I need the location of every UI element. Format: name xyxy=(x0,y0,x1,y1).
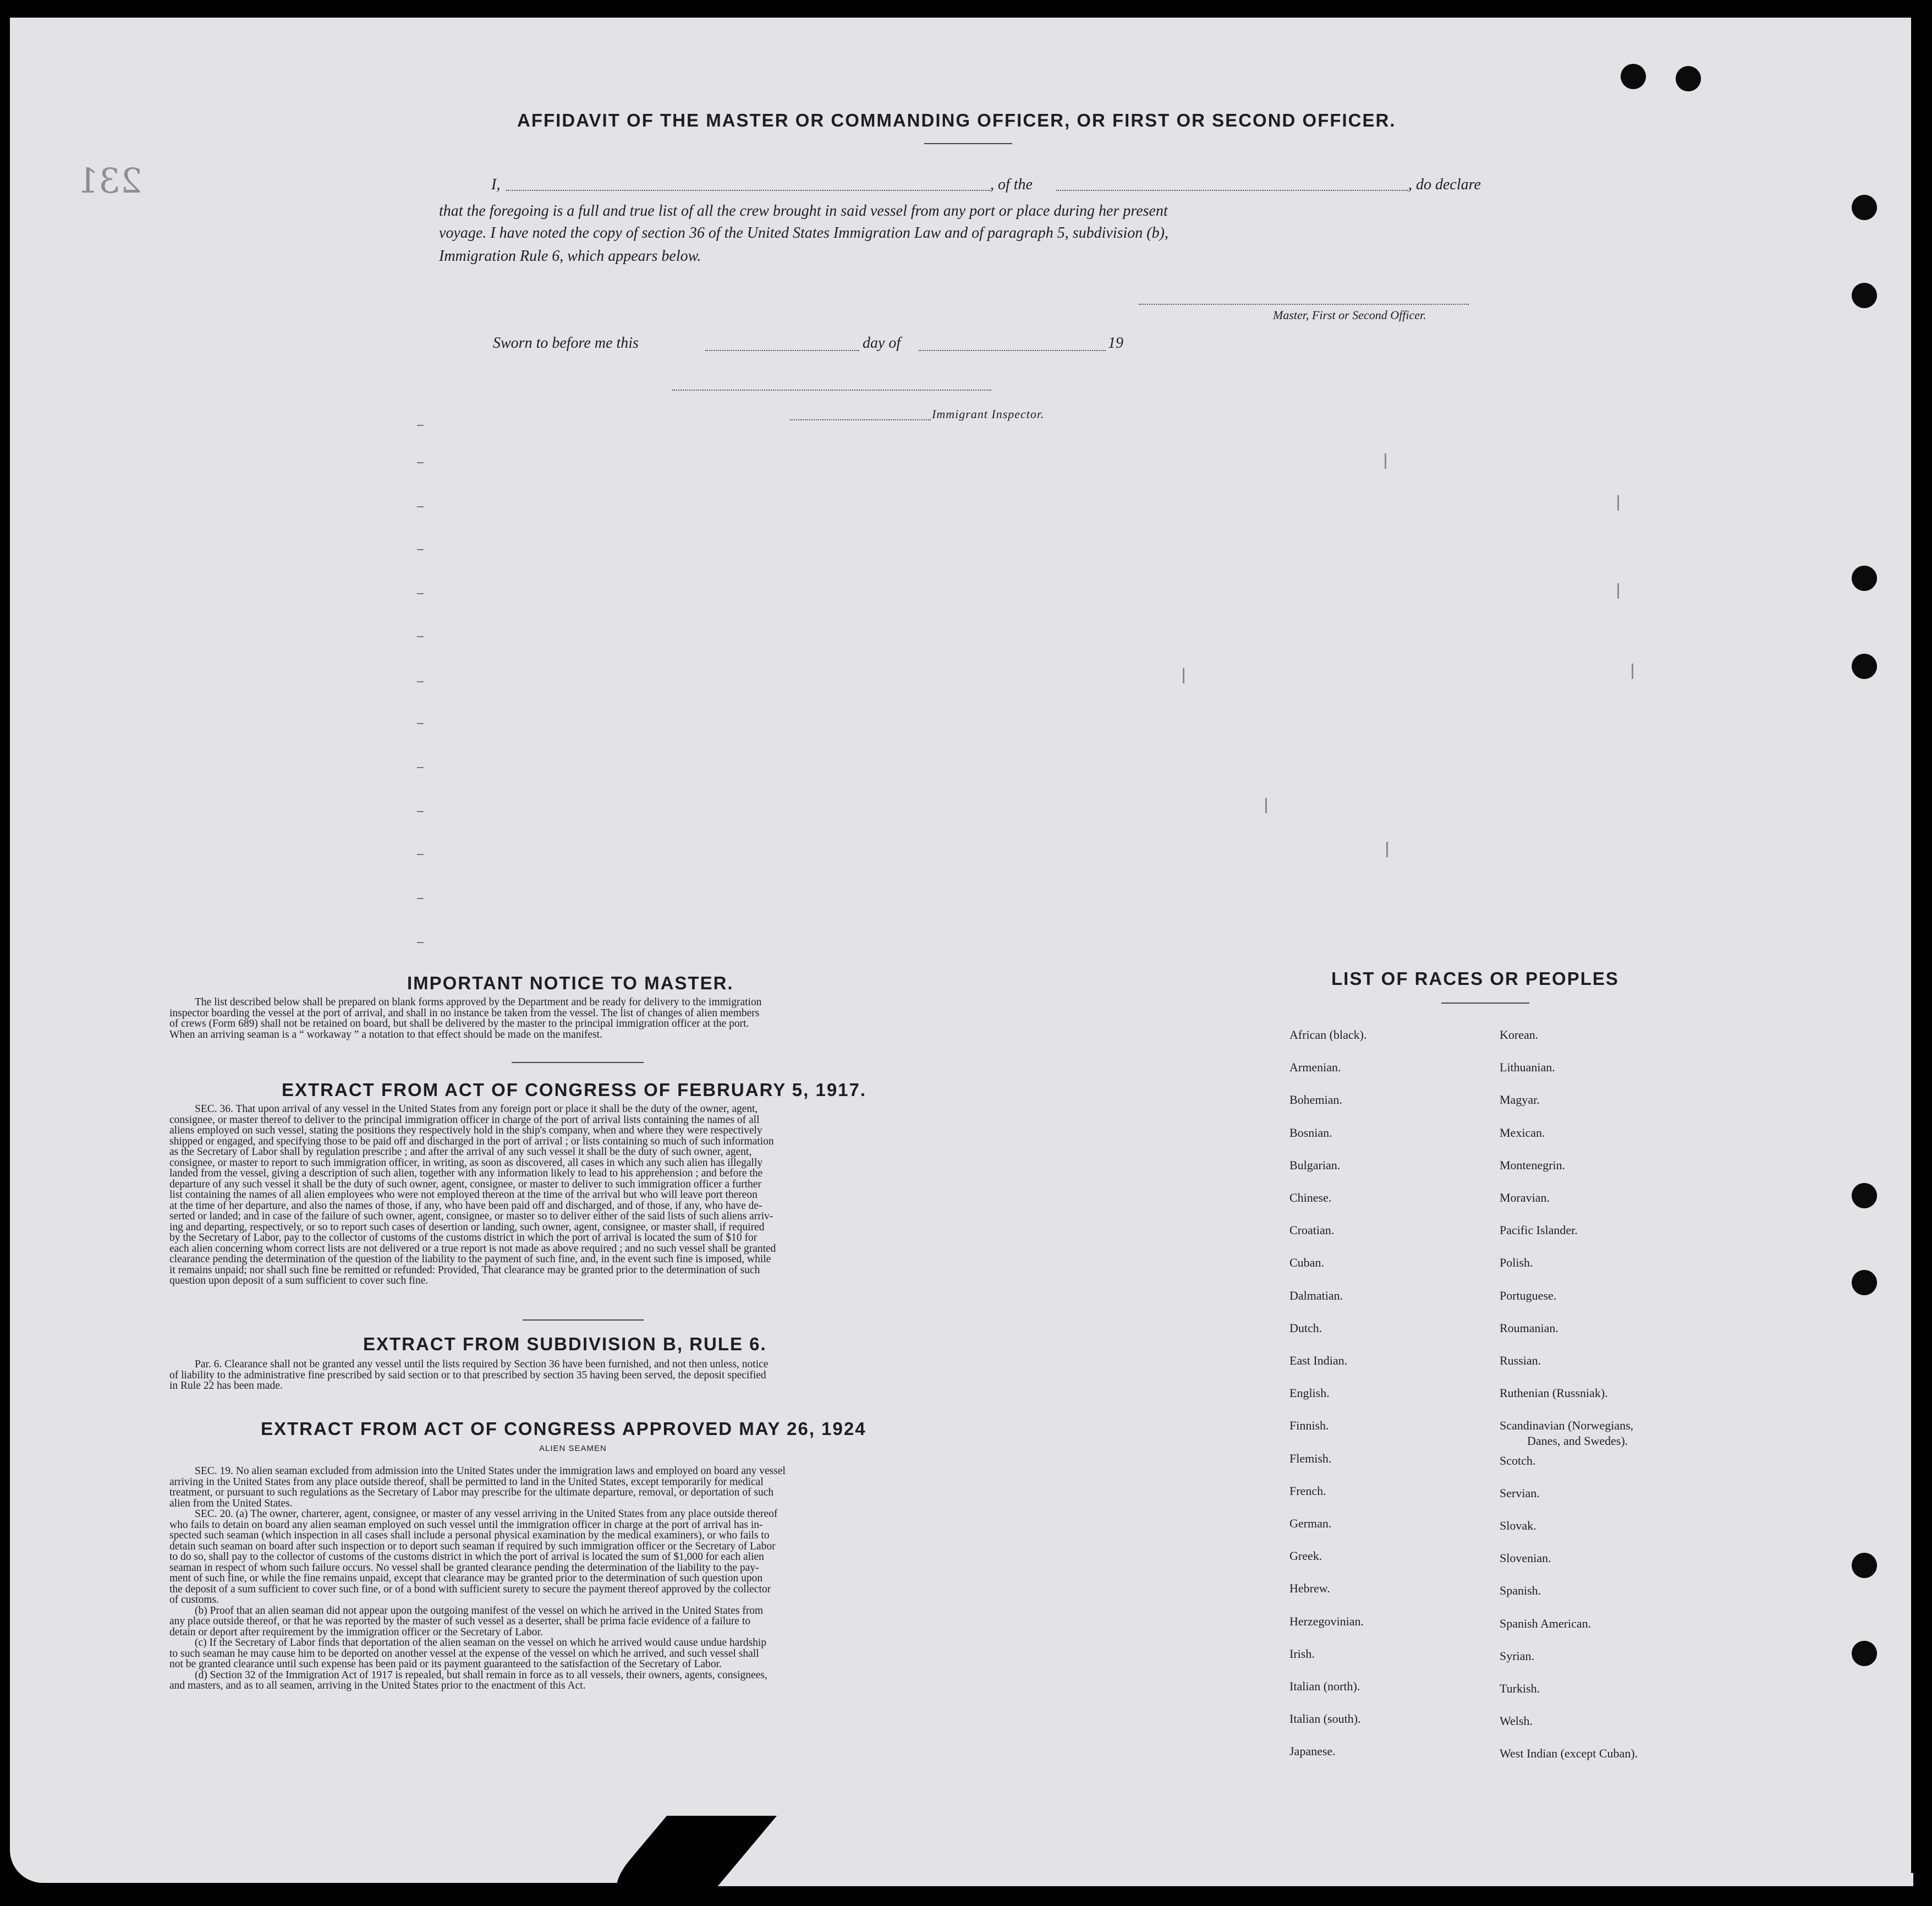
month-blank[interactable] xyxy=(919,350,1106,351)
race-item: Scandinavian (Norwegians, xyxy=(1500,1418,1634,1433)
race-item: Hebrew. xyxy=(1289,1581,1330,1596)
race-item: Bulgarian. xyxy=(1289,1158,1341,1172)
text-line: (b) Proof that an alien seaman did not appear upon the outgoing manifest of the vessel on which he arrived in the United States from xyxy=(195,1604,764,1617)
text-line: who fails to detain on board any alien seaman employed on such vessel until the immigration officer in charge at the port of arrival has in- xyxy=(169,1519,763,1531)
text-line: question upon deposit of a sum sufficient to cover such fine. xyxy=(169,1275,429,1286)
extract-1924-title: EXTRACT FROM ACT OF CONGRESS APPROVED MAY 26, 1924 xyxy=(261,1418,866,1439)
race-item: African (black). xyxy=(1289,1028,1367,1042)
inspector-blank[interactable] xyxy=(790,419,931,420)
notice-line: When an arriving seaman is a “ workaway ” a notation to that effect should be made on the manifest. xyxy=(169,1028,602,1040)
race-item: Bohemian. xyxy=(1289,1093,1342,1107)
vessel-blank[interactable] xyxy=(1056,190,1408,191)
text-line: not be granted clearance until such expense has been paid or its payment guaranteed to the satisfaction of the Secretary of Labor. xyxy=(169,1658,722,1670)
race-item: Roumanian. xyxy=(1500,1321,1558,1335)
race-item: Korean. xyxy=(1500,1028,1539,1042)
race-item: Scotch. xyxy=(1500,1453,1536,1467)
race-item: Finnish. xyxy=(1289,1418,1329,1433)
text-line: (d) Section 32 of the Immigration Act of 1917 is repealed, but shall remain in force as to all vessels, their owners, agents, consignees, xyxy=(195,1669,767,1681)
day-blank[interactable] xyxy=(705,350,859,351)
faint-mark xyxy=(417,854,424,855)
text-line: detain or deport after requirement by the immigration officer or the Secretary of Labor. xyxy=(169,1626,543,1638)
race-item: Spanish. xyxy=(1500,1584,1541,1598)
notice-text xyxy=(169,997,995,1040)
race-item: Russian. xyxy=(1500,1354,1541,1367)
title-rule xyxy=(924,143,1012,144)
signature-blank[interactable] xyxy=(1139,304,1469,305)
affidavit-line-3: voyage. I have noted the copy of section 36 of the United States Immigration Law and of paragraph 5, subdivision (b), xyxy=(439,224,1168,242)
race-item: Chinese. xyxy=(1289,1191,1332,1204)
text-line: Par. 6. Clearance shall not be granted any vessel until the lists required by Section 36 have been furnished, and not then unless, notice xyxy=(195,1359,769,1370)
race-item: Italian (north). xyxy=(1289,1679,1360,1693)
race-item: Slovak. xyxy=(1500,1519,1536,1532)
text-line: by the Secretary of Labor, pay to the collector of customs of the customs district in which the port of arrival is located the sum of $10 for xyxy=(169,1232,758,1244)
day-of-label: day of xyxy=(863,335,901,352)
faint-mark xyxy=(1385,453,1386,469)
section-rule xyxy=(523,1319,644,1321)
section-rule xyxy=(512,1062,644,1063)
affidavit-of-the: , of the xyxy=(990,176,1033,193)
year-prefix: 19 xyxy=(1108,335,1123,352)
race-item: Syrian. xyxy=(1500,1648,1534,1663)
races-rule xyxy=(1441,1003,1529,1004)
race-item: Japanese. xyxy=(1289,1744,1336,1759)
race-item: Danes, and Swedes). xyxy=(1527,1434,1628,1448)
race-item: Bosnian. xyxy=(1289,1125,1332,1140)
faint-mark xyxy=(1183,668,1184,683)
text-line: and masters, and as to all seamen, arriving in the United States prior to the enactment of this Act. xyxy=(169,1680,586,1691)
text-line: clearance pending the determination of the question of the liability to the payment of such fine, and, in the event such fine is imposed, while xyxy=(169,1253,771,1265)
binder-hole xyxy=(1852,654,1877,679)
faint-mark xyxy=(1617,495,1619,511)
text-line: ing and departing, respectively, or so to report such cases of desertion or landing, such owner, agent, consignee, or master shall, if required xyxy=(169,1221,765,1233)
text-line: consignee, or master to report to such immigration officer, in writing, as soon as discovered, all cases in which any such alien has illegally xyxy=(169,1157,763,1169)
binder-hole xyxy=(1852,1641,1877,1666)
faint-mark xyxy=(1265,798,1267,813)
text-line: ment of such fine, or while the fine remains unpaid, except that clearance may be granted prior to the determination of such question upon xyxy=(169,1573,763,1584)
extract-rule6-title: EXTRACT FROM SUBDIVISION B, RULE 6. xyxy=(363,1334,767,1354)
text-line: SEC. 19. No alien seaman excluded from admission into the United States under the immigration laws and employed on board any vessel xyxy=(195,1465,786,1477)
text-line: arriving in the United States from any place outside thereof, shall be permitted to land in the United States, except temporarily for medical xyxy=(169,1476,764,1488)
faint-mark xyxy=(1617,583,1619,599)
extract-1917-text xyxy=(169,1104,995,1286)
race-item: Dalmatian. xyxy=(1289,1288,1343,1302)
text-line: any place outside thereof, or that he was reported by the master of such vessel as a deserter, shall be prima facie evidence of a failure to xyxy=(169,1615,751,1627)
race-item: Herzegovinian. xyxy=(1289,1614,1364,1628)
race-item: Ruthenian (Russniak). xyxy=(1500,1386,1608,1400)
text-line: shipped or engaged, and specifying those to be paid off and discharged in the port of arrival ; or lists containing so much of such information xyxy=(169,1135,774,1147)
text-line: seaman in respect of whom such failure occurs. No vessel shall be granted clearance pending the determination of the liability to the pay- xyxy=(169,1562,759,1574)
text-line: list containing the names of all alien employees who were not employed thereon at the time of the arrival but who will leave port thereon xyxy=(169,1189,758,1201)
text-line: in Rule 22 has been made. xyxy=(169,1380,283,1392)
affidavit-line-4: Immigration Rule 6, which appears below. xyxy=(439,248,701,265)
name-blank[interactable] xyxy=(506,190,990,191)
race-item: German. xyxy=(1289,1516,1332,1530)
race-item: Armenian. xyxy=(1289,1060,1341,1075)
race-item: French. xyxy=(1289,1483,1326,1498)
race-item: Magyar. xyxy=(1500,1093,1540,1107)
text-line: SEC. 36. That upon arrival of any vessel in the United States from any foreign port or place it shall be the duty of the owner, agent, xyxy=(195,1103,758,1115)
faint-mark xyxy=(417,681,424,682)
race-item: Mexican. xyxy=(1500,1125,1545,1140)
race-item: Cuban. xyxy=(1289,1256,1324,1270)
text-line: landed from the vessel, giving a description of such alien, together with any information likely to lead to his apprehension ; and before the xyxy=(169,1168,763,1179)
race-item: Flemish. xyxy=(1289,1451,1332,1465)
text-line: of customs. xyxy=(169,1594,219,1606)
race-item: Italian (south). xyxy=(1289,1712,1361,1726)
notice-line: inspector boarding the vessel at the port of arrival, and shall in no instance be taken from the vessel. The list of changes of alien members xyxy=(169,1007,760,1019)
affidavit-i: I, xyxy=(491,176,501,193)
race-item: Moravian. xyxy=(1500,1191,1550,1204)
race-item: Lithuanian. xyxy=(1500,1060,1555,1075)
extract-1924-subtitle: ALIEN SEAMEN xyxy=(539,1444,607,1453)
race-item: Slovenian. xyxy=(1500,1551,1551,1565)
faint-mark xyxy=(417,425,424,426)
notice-title: IMPORTANT NOTICE TO MASTER. xyxy=(407,973,734,993)
race-item: Polish. xyxy=(1500,1256,1533,1270)
race-item: Dutch. xyxy=(1289,1321,1322,1335)
race-item: Greek. xyxy=(1289,1549,1322,1563)
race-item: Montenegrin. xyxy=(1500,1158,1566,1172)
text-line: alien from the United States. xyxy=(169,1497,293,1509)
race-item: Irish. xyxy=(1289,1646,1315,1661)
text-line: detain such seaman on board after such inspection or to deport such seaman if required by such immigration officer or the Secretary of Labor xyxy=(169,1540,776,1552)
text-line: to such seaman he may cause him to be deported on another vessel at the expense of the vessel on which he arrived, and such vessel shall xyxy=(169,1647,759,1659)
faint-mark xyxy=(417,462,424,463)
inspector-caption: Immigrant Inspector. xyxy=(932,407,1045,421)
race-item: English. xyxy=(1289,1386,1330,1400)
text-line: SEC. 20. (a) The owner, charterer, agent, consignee, or master of any vessel arriving in the United States from any place outside thereof xyxy=(195,1508,778,1520)
affidavit-line-2: that the foregoing is a full and true list of all the crew brought in said vessel from any port or place during her present xyxy=(439,202,1168,220)
binder-hole xyxy=(1852,566,1877,591)
faint-mark xyxy=(1632,664,1633,679)
binder-hole xyxy=(1852,283,1877,308)
text-line: it remains unpaid; nor shall such fine be remitted or refunded: Provided, That clearance may be granted prior to the determination of such xyxy=(169,1264,760,1276)
faint-mark xyxy=(417,506,424,507)
margin-number: 231 xyxy=(77,161,142,201)
text-line: treatment, or pursuant to such regulations as the Secretary of Labor may prescribe for the ultimate departure, removal, or deportation of such xyxy=(169,1487,774,1498)
faint-mark xyxy=(417,811,424,812)
text-line: departure of any such vessel it shall be the duty of such owner, agent, consignee, or master to deliver to such immigration officer a further xyxy=(169,1178,761,1190)
inspector-signature-blank[interactable] xyxy=(672,390,991,391)
race-item: West Indian (except Cuban). xyxy=(1500,1746,1638,1761)
text-line: spected such seaman (which inspection in all cases shall include a personal physical examination by the medical examiners), or who fails to xyxy=(169,1530,770,1541)
races-title: LIST OF RACES OR PEOPLES xyxy=(1331,968,1619,989)
binder-hole xyxy=(1621,64,1646,89)
text-line: at the time of her departure, and also the names of those, if any, who have been paid off and discharged, and of those, if any, who have de- xyxy=(169,1200,762,1212)
race-item: Spanish American. xyxy=(1500,1616,1591,1630)
faint-mark xyxy=(417,723,424,724)
text-line: consignee, or master thereof to deliver to the principal immigration officer in charge of the port of arrival lists containing the names of all xyxy=(169,1114,760,1126)
notice-line: The list described below shall be prepared on blank forms approved by the Department and be ready for delivery to the immigration xyxy=(195,996,762,1008)
race-item: Croatian. xyxy=(1289,1223,1335,1237)
race-item: East Indian. xyxy=(1289,1354,1348,1367)
race-item: Portuguese. xyxy=(1500,1288,1557,1302)
notice-line: of crews (Form 689) shall not be retained on board, but shall be delivered by the master to the principal immigration officer at the port. xyxy=(169,1018,749,1029)
affidavit-do-declare: , do declare xyxy=(1408,176,1481,193)
signature-caption: Master, First or Second Officer. xyxy=(1273,308,1426,322)
race-item: Servian. xyxy=(1500,1486,1540,1500)
extract-1917-title: EXTRACT FROM ACT OF CONGRESS OF FEBRUARY 5, 1917. xyxy=(282,1080,867,1100)
faint-mark xyxy=(417,636,424,637)
race-item: Welsh. xyxy=(1500,1714,1533,1728)
text-line: (c) If the Secretary of Labor finds that deportation of the alien seaman on the vessel on which he arrived would cause undue hardship xyxy=(195,1637,767,1648)
binder-hole xyxy=(1852,1183,1877,1208)
faint-mark xyxy=(1386,842,1388,857)
text-line: each alien concerning whom correct lists are not delivered or a true report is not made as above required ; and no such vessel shall be granted xyxy=(169,1242,776,1255)
race-item: Pacific Islander. xyxy=(1500,1223,1578,1237)
race-item: Turkish. xyxy=(1500,1682,1540,1695)
binder-hole xyxy=(1852,1553,1877,1578)
faint-mark xyxy=(417,898,424,899)
text-line: to do so, shall pay to the collector of customs of the customs district in which the port of arrival is located the sum of $1,000 for each alien xyxy=(169,1551,764,1563)
binder-hole xyxy=(1676,66,1701,91)
text-line: the deposit of a sum sufficient to cover such fine, or of a bond with sufficient surety to secure the payment thereof approved by the collector xyxy=(169,1583,771,1595)
sworn-label: Sworn to before me this xyxy=(493,335,639,352)
faint-mark xyxy=(417,549,424,550)
affidavit-title: AFFIDAVIT OF THE MASTER OR COMMANDING OFFICER, OR FIRST OR SECOND OFFICER. xyxy=(517,110,1396,130)
text-line: as the Secretary of Labor shall by regulation prescribe ; and after the arrival of any such vessel it shall be the duty of such owner, agent, xyxy=(169,1146,752,1158)
faint-mark xyxy=(417,593,424,594)
binder-hole xyxy=(1852,1270,1877,1295)
extract-rule6-text xyxy=(169,1359,995,1392)
binder-hole xyxy=(1852,195,1877,220)
text-line: of liability to the administrative fine prescribed by said section or to that prescribed by section 35 having been served, the deposit specified xyxy=(169,1369,766,1381)
text-line: aliens employed on such vessel, stating the positions they respectively hold in the ship's company, when and where they were respectively xyxy=(169,1125,762,1136)
faint-mark xyxy=(417,767,424,768)
faint-mark xyxy=(417,942,424,943)
extract-1924-text xyxy=(169,1466,995,1691)
text-line: serted or landed; and in case of the failure of such owner, agent, consignee, or master so to deliver either of the said lists of such aliens arriv- xyxy=(169,1211,773,1222)
